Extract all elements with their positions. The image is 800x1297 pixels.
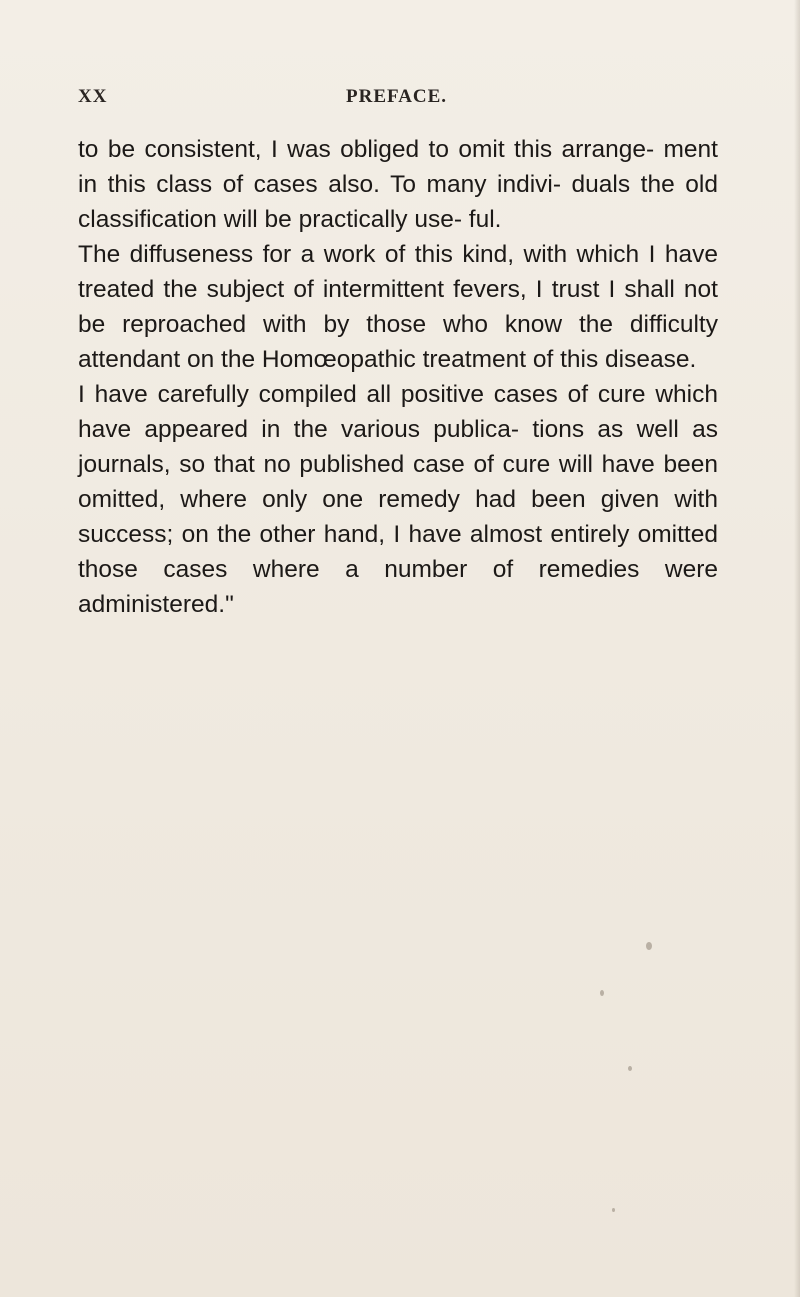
running-title: PREFACE. (346, 86, 448, 107)
page-number: XX (78, 86, 108, 107)
paper-speck (646, 942, 652, 950)
paper-speck (600, 990, 604, 996)
page-edge-shadow (794, 0, 800, 1297)
running-head (78, 86, 713, 116)
paper-speck (628, 1066, 632, 1071)
paper-speck (612, 1208, 615, 1212)
paragraph-2: The diffuseness for a work of this kind, with which I have treated the subject of intermittent fevers, I trust I shall not be reproached with by those who know the difficulty attendant on the Homœopathic treatment of this disease. (78, 241, 718, 373)
paragraph-3: I have carefully compiled all positive cases of cure which have appeared in the various publica- tions as well as journals, so that no published case of cure will have been omitted, where only one remedy had been given with success; on the other hand, I have almost entirely omitted those cases where a number of remedies were administered." (78, 381, 718, 618)
paragraph-1: to be consistent, I was obliged to omit this arrange- ment in this class of cases also. To many indivi- duals the old classification will be practically use- ful. (78, 136, 718, 233)
body-text (78, 132, 718, 622)
